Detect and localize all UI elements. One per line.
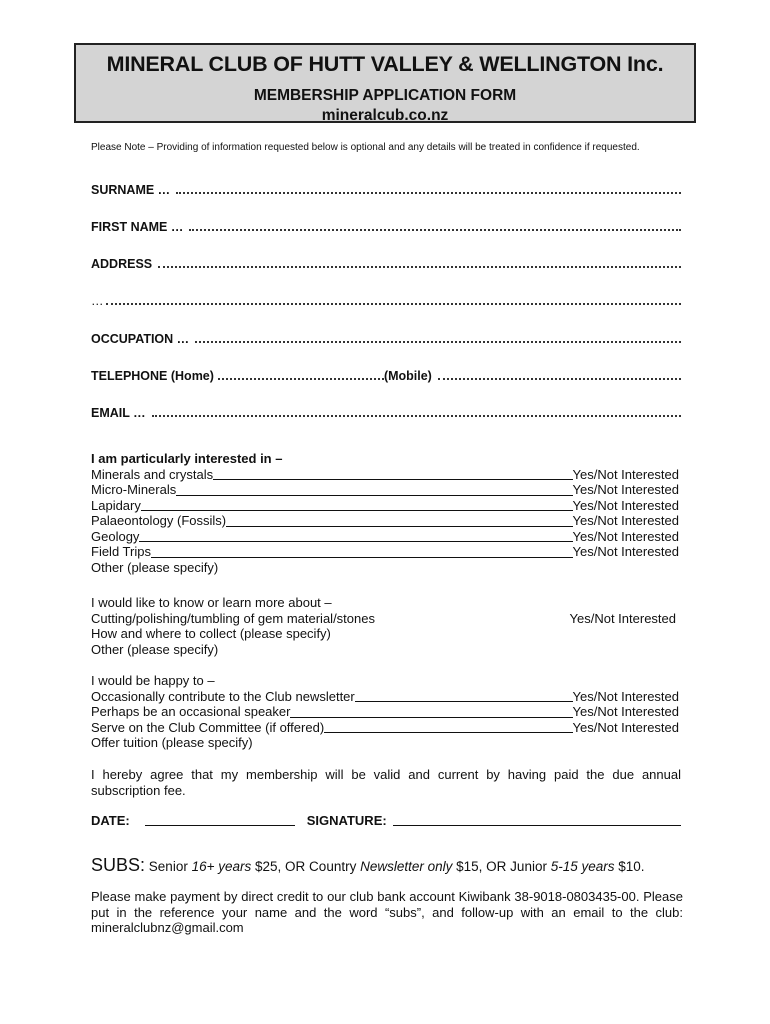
happy-underline bbox=[355, 701, 573, 702]
happy-choice[interactable]: Yes/Not Interested bbox=[572, 688, 679, 704]
agreement-text: I hereby agree that my membership will be valid and current by having paid the due annual subscription fee. bbox=[91, 767, 681, 798]
email-field[interactable] bbox=[91, 404, 681, 420]
occupation-label: OCCUPATION … bbox=[91, 332, 190, 346]
telephone-mobile-dotted-line bbox=[438, 377, 681, 380]
surname-field[interactable] bbox=[91, 181, 681, 197]
interest-underline bbox=[226, 526, 572, 527]
interests-section bbox=[91, 451, 679, 575]
date-signature-row bbox=[91, 812, 681, 828]
interest-underline bbox=[139, 541, 572, 542]
interest-row[interactable] bbox=[91, 498, 679, 514]
address-field[interactable] bbox=[91, 255, 681, 271]
club-title: MINERAL CLUB OF HUTT VALLEY & WELLINGTON Inc. bbox=[106, 52, 664, 76]
happy-underline bbox=[324, 732, 572, 733]
interest-other[interactable]: Other (please specify) bbox=[91, 559, 219, 575]
happy-label: Serve on the Club Committee (if offered) bbox=[91, 719, 325, 735]
subscription-rates bbox=[91, 855, 645, 876]
email-dotted-line bbox=[152, 414, 681, 417]
interest-label: Field Trips bbox=[91, 544, 151, 559]
address-line-2-dotted-line bbox=[106, 302, 682, 305]
interest-row[interactable] bbox=[91, 529, 679, 545]
interest-underline bbox=[141, 510, 573, 511]
club-website: mineralcub.co.nz bbox=[321, 107, 449, 124]
form-subtitle: MEMBERSHIP APPLICATION FORM bbox=[253, 87, 517, 104]
interest-label: Geology bbox=[91, 528, 140, 544]
date-label: DATE: bbox=[91, 813, 130, 828]
interest-label: Palaeontology (Fossils) bbox=[91, 513, 227, 528]
happy-row[interactable] bbox=[91, 704, 679, 720]
subs-country-type: Newsletter only bbox=[360, 859, 453, 874]
happy-underline bbox=[290, 717, 572, 718]
subs-senior-price: $25, OR Country bbox=[255, 859, 357, 874]
telephone-field[interactable] bbox=[91, 367, 681, 383]
interest-row[interactable] bbox=[91, 482, 679, 498]
interest-choice[interactable]: Yes/Not Interested bbox=[572, 513, 679, 528]
interest-choice[interactable]: Yes/Not Interested bbox=[572, 528, 679, 544]
address-cont-label: … bbox=[91, 294, 104, 308]
first-name-dotted-line bbox=[189, 228, 681, 231]
learn-section bbox=[91, 595, 679, 657]
interest-underline bbox=[151, 557, 573, 558]
telephone-home-dotted-line bbox=[218, 377, 384, 380]
learn-row[interactable] bbox=[91, 611, 679, 627]
learn-choice[interactable]: Yes/Not Interested bbox=[569, 610, 676, 626]
address-dotted-line bbox=[158, 265, 681, 268]
interest-underline bbox=[176, 495, 572, 496]
interest-label: Minerals and crystals bbox=[91, 466, 214, 482]
interest-row[interactable] bbox=[91, 467, 679, 483]
happy-choice[interactable]: Yes/Not Interested bbox=[572, 704, 679, 719]
first-name-field[interactable] bbox=[91, 218, 681, 234]
surname-label: SURNAME … bbox=[91, 183, 171, 197]
occupation-field[interactable] bbox=[91, 330, 681, 346]
subs-country-price: $15, OR Junior bbox=[456, 859, 547, 874]
signature-line[interactable] bbox=[393, 825, 681, 826]
happy-label: Occasionally contribute to the Club newsletter bbox=[91, 688, 355, 704]
surname-dotted-line bbox=[176, 191, 681, 194]
interest-label: Micro-Minerals bbox=[91, 482, 177, 497]
subs-label: SUBS: bbox=[91, 855, 146, 875]
happy-section bbox=[91, 673, 679, 751]
learn-other[interactable]: Other (please specify) bbox=[91, 641, 219, 657]
telephone-mobile-label: (Mobile) bbox=[383, 369, 432, 383]
privacy-note: Please Note – Providing of information requested below is optional and any details will be treated in confidence if requested. bbox=[91, 142, 640, 153]
happy-heading: I would be happy to – bbox=[91, 673, 215, 688]
signature-label: SIGNATURE: bbox=[306, 813, 387, 828]
form-header bbox=[74, 43, 696, 123]
interests-heading: I am particularly interested in – bbox=[91, 451, 283, 466]
interest-choice[interactable]: Yes/Not Interested bbox=[572, 497, 679, 513]
learn-collect[interactable]: How and where to collect (please specify) bbox=[91, 626, 331, 641]
happy-other[interactable]: Offer tuition (please specify) bbox=[91, 735, 253, 750]
address-label: ADDRESS bbox=[91, 257, 153, 271]
subs-junior-age: 5-15 years bbox=[550, 859, 615, 874]
first-name-label: FIRST NAME … bbox=[91, 220, 184, 234]
address-line-2-field[interactable] bbox=[91, 292, 681, 308]
learn-heading: I would like to know or learn more about – bbox=[91, 595, 332, 610]
interest-row[interactable] bbox=[91, 544, 679, 560]
happy-row[interactable] bbox=[91, 689, 679, 705]
occupation-dotted-line bbox=[195, 340, 681, 343]
subs-senior: Senior bbox=[148, 859, 188, 874]
interest-choice[interactable]: Yes/Not Interested bbox=[572, 544, 679, 559]
date-line[interactable] bbox=[145, 825, 295, 826]
subs-junior-price: $10. bbox=[618, 859, 645, 874]
payment-instructions: Please make payment by direct credit to our club bank account Kiwibank 38-9018-0803435-00. Please put in the reference your name and the word “subs”, and follow-up with an email to the club: mineralclubnz@gmail.com bbox=[91, 889, 683, 935]
interest-choice[interactable]: Yes/Not Interested bbox=[572, 466, 679, 482]
learn-label: Cutting/polishing/tumbling of gem material/stones bbox=[91, 610, 375, 626]
happy-row[interactable] bbox=[91, 720, 679, 736]
subs-senior-age: 16+ years bbox=[191, 859, 252, 874]
telephone-home-label: TELEPHONE (Home) bbox=[91, 369, 214, 383]
happy-choice[interactable]: Yes/Not Interested bbox=[572, 719, 679, 735]
interest-underline bbox=[213, 479, 572, 480]
happy-label: Perhaps be an occasional speaker bbox=[91, 704, 291, 719]
interest-choice[interactable]: Yes/Not Interested bbox=[572, 482, 679, 497]
interest-label: Lapidary bbox=[91, 497, 141, 513]
email-label: EMAIL … bbox=[91, 406, 146, 420]
interest-row[interactable] bbox=[91, 513, 679, 529]
